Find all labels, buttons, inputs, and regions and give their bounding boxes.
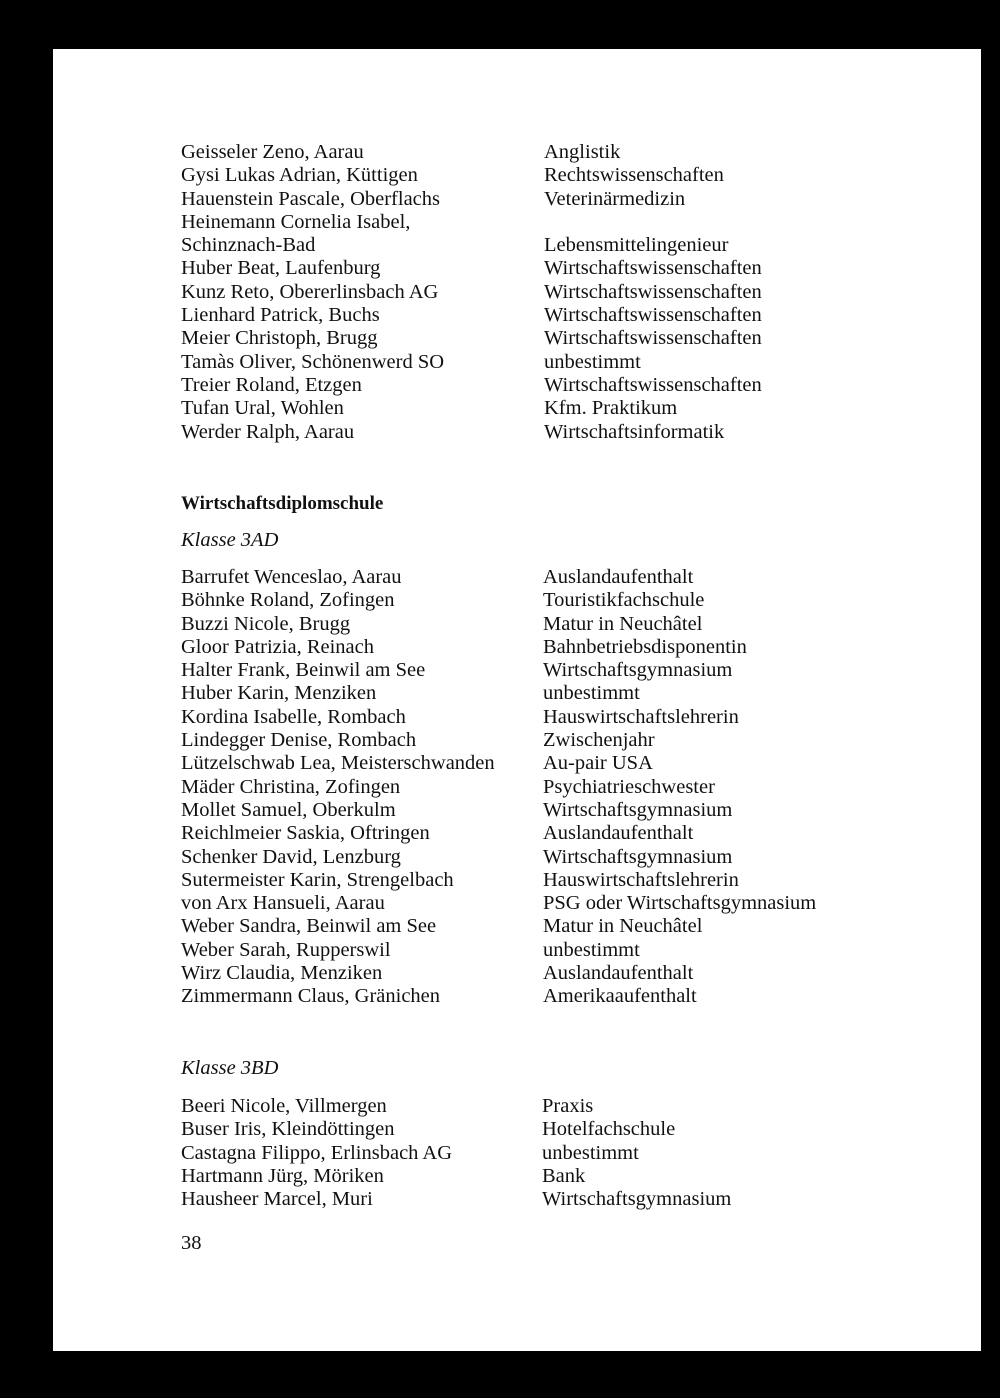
student-name: Gysi Lukas Adrian, Küttigen: [181, 164, 418, 187]
student-name: von Arx Hansueli, Aarau: [181, 892, 385, 915]
student-name: Buzzi Nicole, Brugg: [181, 612, 351, 635]
student-name: Lützelschwab Lea, Meisterschwanden: [181, 752, 495, 775]
student-name: Lienhard Patrick, Buchs: [181, 304, 380, 327]
destination: unbestimmt: [543, 938, 640, 961]
destination: Auslandaufenthalt: [543, 566, 694, 588]
student-name: Schinznach-Bad: [181, 234, 316, 257]
destination: Wirtschaftsinformatik: [544, 420, 725, 443]
student-name: Treier Roland, Etzgen: [181, 373, 362, 396]
student-name: Huber Beat, Laufenburg: [181, 257, 381, 280]
student-name: Werder Ralph, Aarau: [181, 420, 355, 443]
destination: Wirtschaftswissenschaften: [544, 280, 762, 303]
student-name: Hauenstein Pascale, Oberflachs: [181, 187, 440, 210]
student-name: Huber Karin, Menziken: [181, 682, 377, 705]
destination: Lebensmittelingenieur: [544, 234, 729, 257]
student-name: Tufan Ural, Wohlen: [181, 397, 344, 420]
student-name: Zimmermann Claus, Gränichen: [181, 985, 441, 1008]
student-name: Kordina Isabelle, Rombach: [181, 705, 406, 728]
student-name: Weber Sandra, Beinwil am See: [181, 915, 437, 938]
destination: Hotelfachschule: [542, 1118, 676, 1141]
destination: unbestimmt: [544, 350, 641, 373]
student-name: Kunz Reto, Obererlinsbach AG: [181, 280, 439, 303]
student-name: Hausheer Marcel, Muri: [181, 1188, 373, 1211]
class-3bd-title: Klasse 3BD: [181, 1057, 279, 1079]
destination: Wirtschaftsgymnasium: [543, 659, 733, 682]
destination: Wirtschaftswissenschaften: [544, 327, 762, 350]
student-name: Halter Frank, Beinwil am See: [181, 659, 426, 682]
page-number: 38: [181, 1232, 202, 1254]
destination: Zwischenjahr: [543, 729, 655, 752]
destination: Wirtschaftswissenschaften: [544, 373, 762, 396]
destination: Rechtswissenschaften: [544, 164, 724, 187]
student-name: Weber Sarah, Rupperswil: [181, 938, 391, 961]
student-name: Böhnke Roland, Zofingen: [181, 589, 395, 612]
student-name: Buser Iris, Kleindöttingen: [181, 1118, 395, 1141]
student-name: Reichlmeier Saskia, Oftringen: [181, 822, 430, 845]
student-name: Schenker David, Lenzburg: [181, 845, 401, 868]
student-name: Heinemann Cornelia Isabel,: [181, 210, 411, 233]
destination: Hauswirtschaftslehrerin: [543, 705, 739, 728]
document-page: [53, 49, 981, 1351]
destination: PSG oder Wirtschaftsgymnasium: [543, 892, 817, 915]
destination: Hauswirtschaftslehrerin: [543, 868, 739, 891]
destination: Kfm. Praktikum: [544, 397, 678, 420]
destination: Bank: [542, 1164, 586, 1187]
destination: Auslandaufenthalt: [543, 962, 694, 985]
destination: Au-pair USA: [543, 752, 653, 775]
destination: unbestimmt: [543, 682, 640, 705]
destination: Wirtschaftswissenschaften: [544, 304, 762, 327]
student-name: Meier Christoph, Brugg: [181, 327, 378, 350]
class-3ad-title: Klasse 3AD: [181, 529, 279, 551]
destination: unbestimmt: [542, 1141, 639, 1164]
destination: Matur in Neuchâtel: [543, 612, 703, 635]
destination: Wirtschaftsgymnasium: [542, 1188, 732, 1211]
destination: Matur in Neuchâtel: [543, 915, 703, 938]
section-heading: Wirtschaftsdiplomschule: [181, 493, 384, 514]
destination: Wirtschaftsgymnasium: [543, 798, 733, 821]
student-name: Mäder Christina, Zofingen: [181, 775, 401, 798]
destination: Amerikaaufenthalt: [543, 985, 697, 1008]
student-name: Barrufet Wenceslao, Aarau: [181, 566, 402, 588]
student-name: Wirz Claudia, Menziken: [181, 962, 383, 985]
destination: Wirtschaftswissenschaften: [544, 257, 762, 280]
destination: Auslandaufenthalt: [543, 822, 694, 845]
destination: Praxis: [542, 1095, 594, 1117]
student-name: Tamàs Oliver, Schönenwerd SO: [181, 350, 445, 373]
student-name: Hartmann Jürg, Möriken: [181, 1164, 384, 1187]
destination: Touristikfachschule: [543, 589, 705, 612]
destination: Anglistik: [544, 141, 621, 163]
student-name: Mollet Samuel, Oberkulm: [181, 798, 396, 821]
student-name: Geisseler Zeno, Aarau: [181, 141, 364, 163]
student-name: Castagna Filippo, Erlinsbach AG: [181, 1141, 453, 1164]
student-name: Lindegger Denise, Rombach: [181, 729, 417, 752]
student-name: Sutermeister Karin, Strengelbach: [181, 868, 454, 891]
destination: Psychiatrieschwester: [543, 775, 715, 798]
student-name: Gloor Patrizia, Reinach: [181, 635, 374, 658]
student-name: Beeri Nicole, Villmergen: [181, 1095, 387, 1117]
destination: Veterinärmedizin: [544, 187, 686, 210]
destination: Bahnbetriebsdisponentin: [543, 635, 747, 658]
destination: Wirtschaftsgymnasium: [543, 845, 733, 868]
